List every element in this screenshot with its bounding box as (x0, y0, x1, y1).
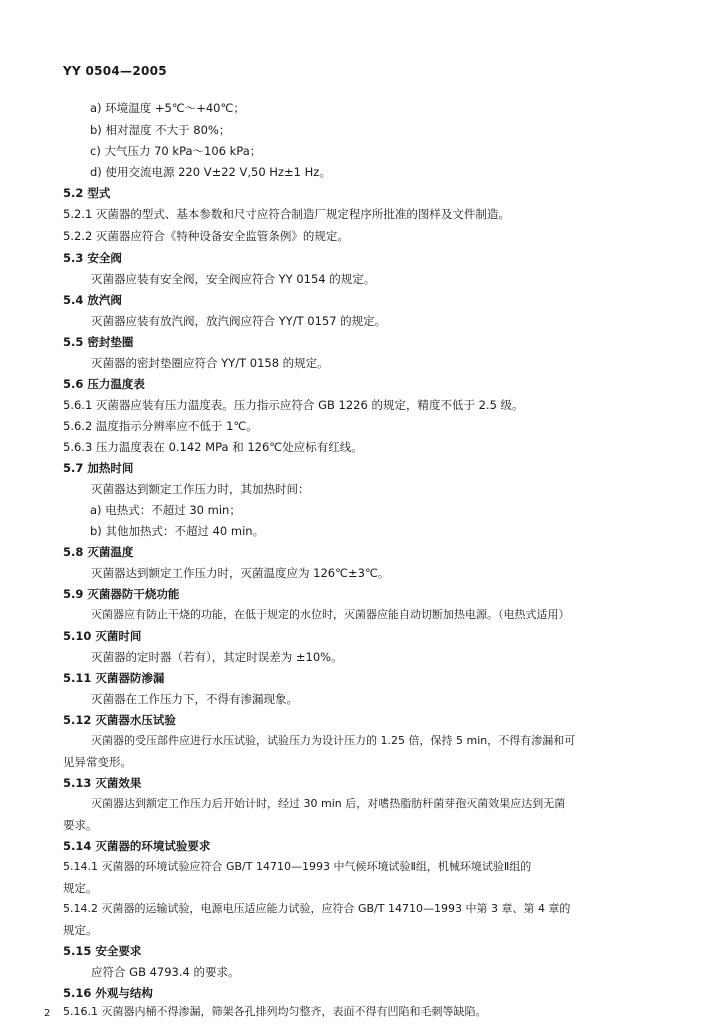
section-heading: 5.9 灭菌器防干烧功能 (63, 587, 180, 601)
section-heading: 5.6 压力温度表 (63, 377, 145, 391)
paragraph: 灭菌器应装有安全阀，安全阀应符合 YY 0154 的规定。 (91, 272, 376, 286)
section-heading: 5.12 灭菌器水压试验 (63, 713, 176, 727)
paragraph: 灭菌器应装有放汽阀，放汽阀应符合 YY/T 0157 的规定。 (91, 314, 387, 328)
paragraph: 灭菌器的密封垫圈应符合 YY/T 0158 的规定。 (91, 356, 329, 370)
clause: 5.6.2 温度指示分辨率应不低于 1℃。 (63, 419, 258, 433)
paragraph-continuation: 规定。 (63, 881, 98, 895)
list-item: d) 使用交流电源 220 V±22 V,50 Hz±1 Hz。 (90, 165, 331, 179)
list-item: a) 环境温度 +5℃～+40℃； (90, 101, 245, 115)
section-heading: 5.2 型式 (63, 186, 111, 200)
paragraph-continuation: 见异常变形。 (63, 755, 132, 769)
paragraph: 灭菌器应有防止干烧的功能，在低于规定的水位时，灭菌器应能自动切断加热电源。（电热式适用） (91, 608, 570, 621)
paragraph: 灭菌器达到额定工作压力后开始计时，经过 30 min 后，对嗜热脂肪杆菌芽孢灭菌效果应达到无菌 (91, 797, 566, 810)
section-heading: 5.15 安全要求 (63, 944, 142, 958)
section-heading: 5.4 放汽阀 (63, 293, 122, 307)
section-heading: 5.11 灭菌器防渗漏 (63, 671, 165, 685)
paragraph: 灭菌器在工作压力下，不得有渗漏现象。 (91, 692, 298, 706)
section-heading: 5.13 灭菌效果 (63, 776, 142, 790)
paragraph: 应符合 GB 4793.4 的要求。 (91, 965, 240, 979)
paragraph-continuation: 规定。 (63, 923, 98, 937)
document-header: YY 0504—2005 (63, 64, 167, 78)
section-heading: 5.7 加热时间 (63, 461, 134, 475)
clause: 5.6.1 灭菌器应装有压力温度表。压力指示应符合 GB 1226 的规定，精度不低于 2.5 级。 (63, 398, 524, 412)
clause: 5.6.3 压力温度表在 0.142 MPa 和 126℃处应标有红线。 (63, 440, 363, 454)
list-item: b) 相对湿度 不大于 80%； (90, 123, 231, 137)
paragraph: 灭菌器达到额定工作压力时，其加热时间： (91, 482, 310, 496)
clause: 5.14.1 灭菌器的环境试验应符合 GB/T 14710—1993 中气候环境试验Ⅱ组，机械环境试验Ⅱ组的 (63, 860, 532, 873)
clause: 5.2.2 灭菌器应符合《特种设备安全监管条例》的规定。 (63, 229, 349, 243)
paragraph: 灭菌器的定时器（若有），其定时误差为 ±10%。 (91, 650, 343, 664)
section-heading: 5.10 灭菌时间 (63, 629, 142, 643)
list-item: c) 大气压力 70 kPa～106 kPa； (90, 144, 262, 158)
section-heading: 5.3 安全阀 (63, 251, 122, 265)
list-item: b) 其他加热式：不超过 40 min。 (90, 524, 265, 538)
section-heading: 5.5 密封垫圈 (63, 335, 134, 349)
section-heading: 5.16 外观与结构 (63, 986, 153, 1000)
paragraph: 灭菌器的受压部件应进行水压试验，试验压力为设计压力的 1.25 倍，保持 5 min，不得有渗漏和可 (91, 734, 576, 747)
paragraph-continuation: 要求。 (63, 818, 98, 832)
page-number: 2 (44, 1008, 51, 1019)
clause: 5.2.1 灭菌器的型式、基本参数和尺寸应符合制造厂规定程序所批准的图样及文件制造。 (63, 207, 510, 221)
clause: 5.14.2 灭菌器的运输试验，电源电压适应能力试验，应符合 GB/T 14710—1993 中第 3 章、第 4 章的 (63, 902, 571, 915)
section-heading: 5.8 灭菌温度 (63, 545, 134, 559)
list-item: a) 电热式：不超过 30 min； (90, 503, 241, 517)
clause: 5.16.1 灭菌器内桶不得渗漏，筛架各孔排列均匀整齐，表面不得有凹陷和毛刺等缺陷。 (63, 1005, 487, 1018)
paragraph: 灭菌器达到额定工作压力时，灭菌温度应为 126℃±3℃。 (91, 566, 390, 580)
section-heading: 5.14 灭菌器的环境试验要求 (63, 839, 211, 853)
